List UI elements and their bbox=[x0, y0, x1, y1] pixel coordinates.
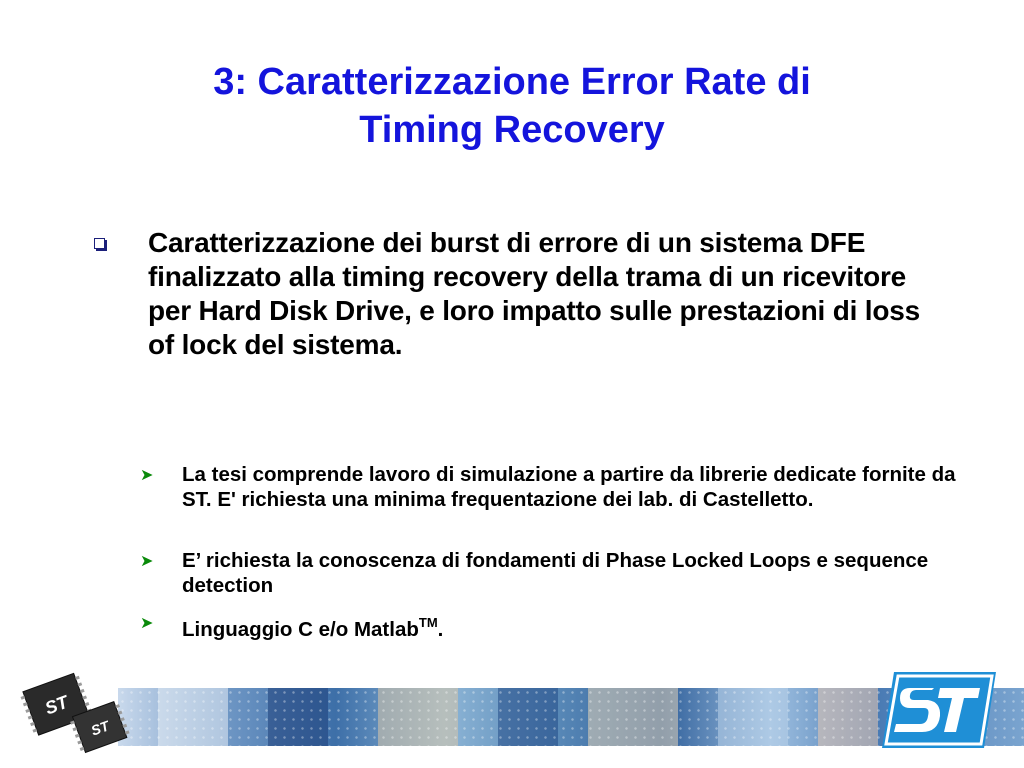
language-text: Linguaggio C e/o Matlab bbox=[182, 618, 419, 641]
sub-bullet-text: La tesi comprende lavoro di simulazione a partire da librerie dedicate fornite da ST. E' richiesta una minima frequentazione dei lab. di Castelletto. bbox=[182, 463, 956, 511]
st-logo-icon bbox=[880, 668, 998, 752]
sub-bullet-text: E’ richiesta la conoscenza di fondamenti di Phase Locked Loops e sequence detection bbox=[182, 549, 929, 597]
trademark-superscript: TM bbox=[418, 615, 438, 630]
slide-title-line-1: 3: Caratterizzazione Error Rate di bbox=[213, 61, 811, 103]
svg-text:ST: ST bbox=[88, 717, 112, 739]
sub-bullet-item bbox=[136, 462, 956, 512]
svg-text:ST: ST bbox=[42, 691, 71, 719]
trailing-period: . bbox=[437, 618, 444, 641]
main-bullet bbox=[90, 226, 930, 362]
slide-title bbox=[100, 58, 924, 154]
sub-bullet-item bbox=[136, 610, 956, 642]
footer-banner bbox=[0, 660, 1024, 768]
sub-bullet-item bbox=[136, 548, 956, 598]
chip-packages-icon bbox=[20, 666, 130, 762]
arrow-bullet-icon: ➤ bbox=[140, 465, 154, 484]
arrow-bullet-icon: ➤ bbox=[140, 613, 154, 632]
main-bullet-text: Caratterizzazione dei burst di errore di un sistema DFE finalizzato alla timing recovery della trama di un ricevitore per Hard Disk Drive, e loro impatto sulle prestazioni di loss of lock del sistema. bbox=[148, 227, 921, 360]
arrow-bullet-icon: ➤ bbox=[140, 551, 154, 570]
slide-title-line-2: Timing Recovery bbox=[359, 109, 665, 151]
square-bullet-icon bbox=[94, 238, 105, 249]
sub-bullet-text bbox=[182, 610, 956, 642]
sub-bullet-list bbox=[136, 462, 956, 642]
